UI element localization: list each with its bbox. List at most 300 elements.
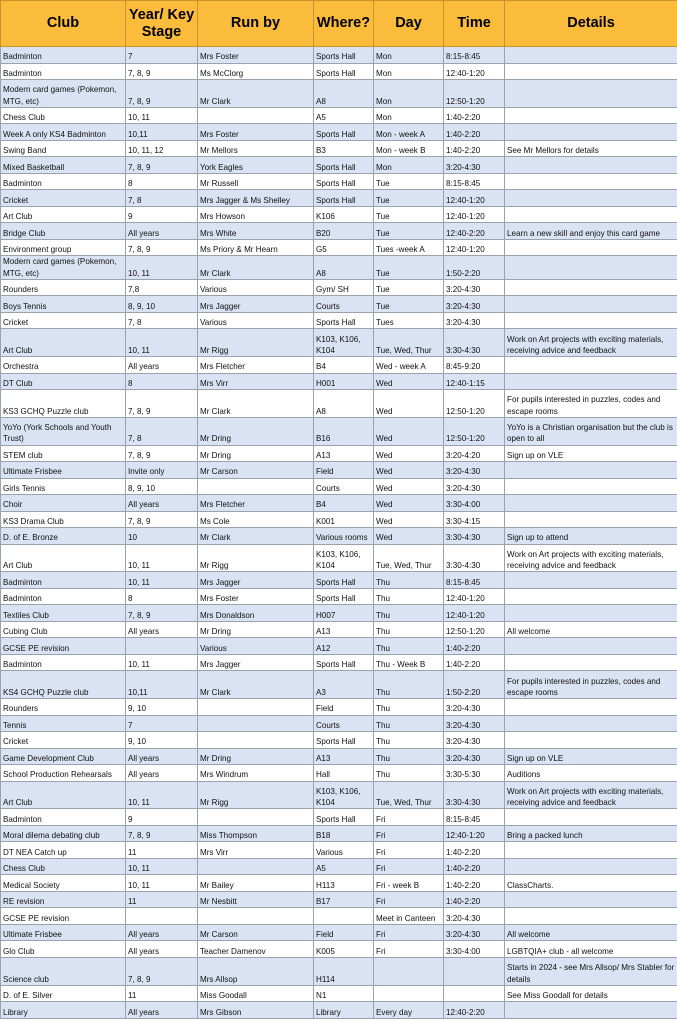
where-cell[interactable]: Hall [314, 765, 374, 782]
time-cell[interactable]: 3:20-4:30 [444, 715, 505, 732]
year-cell[interactable]: 10, 11 [126, 858, 198, 875]
day-cell[interactable]: Wed [374, 390, 444, 418]
run-by-cell[interactable]: Mr Clark [198, 671, 314, 699]
where-cell[interactable]: Field [314, 924, 374, 941]
run-by-cell[interactable] [198, 732, 314, 749]
header-day[interactable]: Day [374, 1, 444, 47]
time-cell[interactable]: 3:20-4:30 [444, 279, 505, 296]
time-cell[interactable]: 12:40-2:20 [444, 1002, 505, 1019]
where-cell[interactable]: A13 [314, 621, 374, 638]
club-cell[interactable]: Environment group [1, 239, 126, 256]
time-cell[interactable]: 3:20-4:30 [444, 462, 505, 479]
day-cell[interactable]: Thu [374, 699, 444, 716]
year-cell[interactable]: 7, 8 [126, 190, 198, 207]
run-by-cell[interactable]: Mrs Virr [198, 373, 314, 390]
club-cell[interactable]: Orchestra [1, 357, 126, 374]
where-cell[interactable]: Courts [314, 715, 374, 732]
day-cell[interactable]: Fri [374, 941, 444, 958]
where-cell[interactable]: G5 [314, 239, 374, 256]
where-cell[interactable]: Sports Hall [314, 312, 374, 329]
club-cell[interactable]: Modern card games (Pokemon, MTG, etc) [1, 256, 126, 279]
run-by-cell[interactable]: Mr Carson [198, 924, 314, 941]
club-cell[interactable]: D. of E. Bronze [1, 528, 126, 545]
header-year-key-stage[interactable] [126, 1, 198, 47]
time-cell[interactable]: 3:30-4:30 [444, 329, 505, 357]
details-cell[interactable]: Sign up on VLE [505, 748, 677, 765]
run-by-cell[interactable]: Mr Dring [198, 621, 314, 638]
details-cell[interactable] [505, 858, 677, 875]
year-cell[interactable]: 7,8 [126, 279, 198, 296]
year-cell[interactable]: 7, 8, 9 [126, 239, 198, 256]
day-cell[interactable]: Tues -week A [374, 239, 444, 256]
club-cell[interactable]: Science club [1, 957, 126, 985]
year-cell[interactable]: 7, 8, 9 [126, 825, 198, 842]
time-cell[interactable]: 3:30-4:15 [444, 511, 505, 528]
day-cell[interactable]: Mon - week A [374, 124, 444, 141]
time-cell[interactable]: 12:40-1:20 [444, 239, 505, 256]
time-cell[interactable]: 1:40-2:20 [444, 638, 505, 655]
year-cell[interactable]: 7, 8, 9 [126, 445, 198, 462]
run-by-cell[interactable]: Various [198, 279, 314, 296]
club-cell[interactable]: Moral dilema debating club [1, 825, 126, 842]
where-cell[interactable]: A13 [314, 445, 374, 462]
where-cell[interactable]: A3 [314, 671, 374, 699]
year-cell[interactable]: 7, 8, 9 [126, 80, 198, 108]
year-cell[interactable]: 9 [126, 809, 198, 826]
run-by-cell[interactable]: Mrs White [198, 223, 314, 240]
run-by-cell[interactable]: Various [198, 312, 314, 329]
run-by-cell[interactable]: Mr Clark [198, 256, 314, 279]
details-cell[interactable] [505, 654, 677, 671]
time-cell[interactable]: 12:40-1:20 [444, 190, 505, 207]
day-cell[interactable]: Thu [374, 621, 444, 638]
details-cell[interactable] [505, 588, 677, 605]
where-cell[interactable]: Courts [314, 478, 374, 495]
run-by-cell[interactable]: Mrs Fletcher [198, 357, 314, 374]
run-by-cell[interactable]: Mr Bailey [198, 875, 314, 892]
time-cell[interactable]: 12:40-1:20 [444, 63, 505, 80]
details-cell[interactable] [505, 206, 677, 223]
time-cell[interactable]: 3:20-4:30 [444, 732, 505, 749]
details-cell[interactable] [505, 495, 677, 512]
run-by-cell[interactable]: Mr Dring [198, 417, 314, 445]
club-cell[interactable]: Art Club [1, 781, 126, 809]
where-cell[interactable]: A8 [314, 390, 374, 418]
club-cell[interactable]: Tennis [1, 715, 126, 732]
year-cell[interactable]: 7 [126, 715, 198, 732]
club-cell[interactable]: Art Club [1, 544, 126, 572]
where-cell[interactable]: Sports Hall [314, 572, 374, 589]
header-run-by[interactable]: Run by [198, 1, 314, 47]
details-cell[interactable] [505, 157, 677, 174]
run-by-cell[interactable]: Mrs Donaldson [198, 605, 314, 622]
time-cell[interactable]: 12:50-1:20 [444, 417, 505, 445]
day-cell[interactable]: Mon - week B [374, 140, 444, 157]
day-cell[interactable]: Wed [374, 462, 444, 479]
run-by-cell[interactable]: Mrs Jagger [198, 654, 314, 671]
run-by-cell[interactable]: Mrs Fletcher [198, 495, 314, 512]
where-cell[interactable]: K103, K106, K104 [314, 544, 374, 572]
club-cell[interactable]: Glo Club [1, 941, 126, 958]
day-cell[interactable]: Thu [374, 765, 444, 782]
club-cell[interactable]: Badminton [1, 572, 126, 589]
time-cell[interactable]: 12:50-1:20 [444, 621, 505, 638]
day-cell[interactable] [374, 985, 444, 1002]
club-cell[interactable]: GCSE PE revision [1, 908, 126, 925]
run-by-cell[interactable]: Various [198, 638, 314, 655]
club-cell[interactable]: RE revision [1, 891, 126, 908]
details-cell[interactable]: ClassCharts. [505, 875, 677, 892]
details-cell[interactable] [505, 511, 677, 528]
details-cell[interactable]: All welcome [505, 621, 677, 638]
day-cell[interactable]: Thu [374, 748, 444, 765]
time-cell[interactable]: 3:20-4:30 [444, 908, 505, 925]
day-cell[interactable]: Thu [374, 588, 444, 605]
where-cell[interactable]: H007 [314, 605, 374, 622]
details-cell[interactable] [505, 605, 677, 622]
run-by-cell[interactable] [198, 478, 314, 495]
time-cell[interactable] [444, 957, 505, 985]
details-cell[interactable]: Auditions [505, 765, 677, 782]
day-cell[interactable]: Wed [374, 417, 444, 445]
year-cell[interactable]: 7, 8, 9 [126, 605, 198, 622]
time-cell[interactable]: 1:40-2:20 [444, 107, 505, 124]
time-cell[interactable]: 3:20-4:30 [444, 748, 505, 765]
year-cell[interactable]: 10, 11 [126, 544, 198, 572]
run-by-cell[interactable]: Mrs Foster [198, 588, 314, 605]
time-cell[interactable]: 3:30-4:30 [444, 528, 505, 545]
run-by-cell[interactable]: Mrs Foster [198, 124, 314, 141]
run-by-cell[interactable]: Mrs Jagger [198, 296, 314, 313]
run-by-cell[interactable] [198, 858, 314, 875]
time-cell[interactable]: 1:40-2:20 [444, 842, 505, 859]
year-cell[interactable]: 7 [126, 47, 198, 64]
club-cell[interactable]: Textiles Club [1, 605, 126, 622]
where-cell[interactable]: Various rooms [314, 528, 374, 545]
where-cell[interactable]: Sports Hall [314, 63, 374, 80]
run-by-cell[interactable]: Miss Thompson [198, 825, 314, 842]
where-cell[interactable]: Sports Hall [314, 47, 374, 64]
day-cell[interactable]: Every day [374, 1002, 444, 1019]
year-cell[interactable]: 7, 8, 9 [126, 63, 198, 80]
day-cell[interactable]: Wed [374, 445, 444, 462]
time-cell[interactable]: 12:40-1:20 [444, 825, 505, 842]
header-club[interactable]: Club [1, 1, 126, 47]
details-cell[interactable]: YoYo is a Christian organisation but the club is open to all [505, 417, 677, 445]
club-cell[interactable]: Badminton [1, 588, 126, 605]
time-cell[interactable]: 8:15-8:45 [444, 173, 505, 190]
details-cell[interactable] [505, 908, 677, 925]
details-cell[interactable] [505, 1002, 677, 1019]
where-cell[interactable]: Sports Hall [314, 124, 374, 141]
year-cell[interactable]: 10, 11 [126, 256, 198, 279]
run-by-cell[interactable]: Mrs Foster [198, 47, 314, 64]
time-cell[interactable]: 12:40-1:20 [444, 206, 505, 223]
year-cell[interactable]: 10, 11, 12 [126, 140, 198, 157]
details-cell[interactable]: LGBTQIA+ club - all welcome [505, 941, 677, 958]
where-cell[interactable]: Sports Hall [314, 588, 374, 605]
details-cell[interactable] [505, 699, 677, 716]
details-cell[interactable] [505, 462, 677, 479]
where-cell[interactable]: Gym/ SH [314, 279, 374, 296]
time-cell[interactable]: 8:15-8:45 [444, 809, 505, 826]
year-cell[interactable]: All years [126, 748, 198, 765]
where-cell[interactable]: Sports Hall [314, 173, 374, 190]
where-cell[interactable]: A5 [314, 107, 374, 124]
details-cell[interactable] [505, 256, 677, 279]
run-by-cell[interactable]: Mrs Gibson [198, 1002, 314, 1019]
details-cell[interactable]: Bring a packed lunch [505, 825, 677, 842]
day-cell[interactable]: Tue, Wed, Thur [374, 329, 444, 357]
details-cell[interactable]: For pupils interested in puzzles, codes and escape rooms [505, 390, 677, 418]
time-cell[interactable]: 3:30-4:00 [444, 941, 505, 958]
details-cell[interactable] [505, 715, 677, 732]
details-cell[interactable] [505, 107, 677, 124]
club-cell[interactable]: Boys Tennis [1, 296, 126, 313]
details-cell[interactable] [505, 478, 677, 495]
club-cell[interactable]: School Production Rehearsals [1, 765, 126, 782]
year-cell[interactable]: 7, 8, 9 [126, 511, 198, 528]
club-cell[interactable]: Girls Tennis [1, 478, 126, 495]
details-cell[interactable]: Sign up on VLE [505, 445, 677, 462]
day-cell[interactable]: Tue, Wed, Thur [374, 781, 444, 809]
where-cell[interactable]: H001 [314, 373, 374, 390]
details-cell[interactable]: See Miss Goodall for details [505, 985, 677, 1002]
where-cell[interactable]: N1 [314, 985, 374, 1002]
year-cell[interactable]: 11 [126, 985, 198, 1002]
header-details[interactable]: Details [505, 1, 677, 47]
day-cell[interactable]: Tues [374, 312, 444, 329]
time-cell[interactable]: 12:40-2:20 [444, 223, 505, 240]
day-cell[interactable]: Fri [374, 825, 444, 842]
club-cell[interactable]: KS4 GCHQ Puzzle club [1, 671, 126, 699]
run-by-cell[interactable] [198, 908, 314, 925]
day-cell[interactable]: Tue [374, 190, 444, 207]
year-cell[interactable] [126, 638, 198, 655]
run-by-cell[interactable]: Teacher Damenov [198, 941, 314, 958]
club-cell[interactable]: YoYo (York Schools and Youth Trust) [1, 417, 126, 445]
details-cell[interactable] [505, 638, 677, 655]
where-cell[interactable]: Field [314, 699, 374, 716]
day-cell[interactable]: Fri [374, 842, 444, 859]
header-time[interactable]: Time [444, 1, 505, 47]
year-cell[interactable]: 8 [126, 373, 198, 390]
run-by-cell[interactable]: Mr Nesbitt [198, 891, 314, 908]
day-cell[interactable]: Mon [374, 63, 444, 80]
where-cell[interactable]: H114 [314, 957, 374, 985]
day-cell[interactable]: Thu [374, 671, 444, 699]
day-cell[interactable]: Tue [374, 173, 444, 190]
run-by-cell[interactable]: Mr Rigg [198, 329, 314, 357]
where-cell[interactable]: B17 [314, 891, 374, 908]
time-cell[interactable]: 8:15-8:45 [444, 572, 505, 589]
details-cell[interactable] [505, 312, 677, 329]
where-cell[interactable]: A8 [314, 256, 374, 279]
details-cell[interactable] [505, 279, 677, 296]
day-cell[interactable]: Fri [374, 924, 444, 941]
time-cell[interactable]: 12:40-1:20 [444, 588, 505, 605]
day-cell[interactable]: Tue [374, 206, 444, 223]
year-cell[interactable]: All years [126, 941, 198, 958]
details-cell[interactable]: All welcome [505, 924, 677, 941]
year-cell[interactable]: 10, 11 [126, 781, 198, 809]
year-cell[interactable]: 9 [126, 206, 198, 223]
time-cell[interactable] [444, 985, 505, 1002]
club-cell[interactable]: Swing Band [1, 140, 126, 157]
club-cell[interactable]: Cricket [1, 732, 126, 749]
club-cell[interactable]: Chess Club [1, 858, 126, 875]
time-cell[interactable]: 3:30-4:00 [444, 495, 505, 512]
where-cell[interactable]: Sports Hall [314, 654, 374, 671]
day-cell[interactable]: Meet in Canteen [374, 908, 444, 925]
day-cell[interactable]: Tue [374, 256, 444, 279]
where-cell[interactable]: Sports Hall [314, 190, 374, 207]
where-cell[interactable]: K103, K106, K104 [314, 781, 374, 809]
year-cell[interactable]: 8, 9, 10 [126, 296, 198, 313]
details-cell[interactable] [505, 572, 677, 589]
club-cell[interactable]: Library [1, 1002, 126, 1019]
club-cell[interactable]: Badminton [1, 47, 126, 64]
details-cell[interactable] [505, 173, 677, 190]
run-by-cell[interactable]: Mrs Virr [198, 842, 314, 859]
where-cell[interactable]: Field [314, 462, 374, 479]
year-cell[interactable] [126, 908, 198, 925]
time-cell[interactable]: 12:40-1:15 [444, 373, 505, 390]
club-cell[interactable]: STEM club [1, 445, 126, 462]
time-cell[interactable]: 12:40-1:20 [444, 605, 505, 622]
year-cell[interactable]: 10,11 [126, 124, 198, 141]
day-cell[interactable]: Wed [374, 478, 444, 495]
details-cell[interactable] [505, 732, 677, 749]
where-cell[interactable]: B4 [314, 495, 374, 512]
year-cell[interactable]: 10, 11 [126, 875, 198, 892]
year-cell[interactable]: 10 [126, 528, 198, 545]
details-cell[interactable]: Work on Art projects with exciting materials, receiving advice and feedback [505, 544, 677, 572]
time-cell[interactable]: 3:20-4:30 [444, 157, 505, 174]
where-cell[interactable]: A5 [314, 858, 374, 875]
club-cell[interactable]: Ultimate Frisbee [1, 462, 126, 479]
day-cell[interactable]: Mon [374, 47, 444, 64]
time-cell[interactable]: 1:40-2:20 [444, 124, 505, 141]
where-cell[interactable]: B18 [314, 825, 374, 842]
where-cell[interactable]: Various [314, 842, 374, 859]
day-cell[interactable]: Mon [374, 157, 444, 174]
year-cell[interactable]: 10,11 [126, 671, 198, 699]
time-cell[interactable]: 1:50-2:20 [444, 256, 505, 279]
day-cell[interactable]: Wed [374, 511, 444, 528]
club-cell[interactable]: Medical Society [1, 875, 126, 892]
where-cell[interactable]: Library [314, 1002, 374, 1019]
year-cell[interactable]: 7, 8, 9 [126, 390, 198, 418]
club-cell[interactable]: DT Club [1, 373, 126, 390]
club-cell[interactable]: DT NEA Catch up [1, 842, 126, 859]
details-cell[interactable] [505, 239, 677, 256]
time-cell[interactable]: 3:20-4:30 [444, 312, 505, 329]
run-by-cell[interactable]: Mrs Jagger [198, 572, 314, 589]
day-cell[interactable]: Fri - week B [374, 875, 444, 892]
where-cell[interactable]: H113 [314, 875, 374, 892]
time-cell[interactable]: 3:20-4:30 [444, 478, 505, 495]
where-cell[interactable]: K106 [314, 206, 374, 223]
where-cell[interactable]: K103, K106, K104 [314, 329, 374, 357]
year-cell[interactable]: Invite only [126, 462, 198, 479]
run-by-cell[interactable] [198, 107, 314, 124]
details-cell[interactable] [505, 296, 677, 313]
year-cell[interactable]: 7, 8 [126, 312, 198, 329]
details-cell[interactable] [505, 373, 677, 390]
day-cell[interactable]: Thu [374, 715, 444, 732]
run-by-cell[interactable]: Mr Clark [198, 390, 314, 418]
details-cell[interactable] [505, 124, 677, 141]
time-cell[interactable]: 8:45-9:20 [444, 357, 505, 374]
run-by-cell[interactable]: Mrs Jagger & Ms Shelley [198, 190, 314, 207]
day-cell[interactable]: Wed [374, 373, 444, 390]
year-cell[interactable]: All years [126, 223, 198, 240]
where-cell[interactable]: B16 [314, 417, 374, 445]
year-cell[interactable]: 11 [126, 891, 198, 908]
day-cell[interactable]: Thu [374, 572, 444, 589]
details-cell[interactable] [505, 63, 677, 80]
where-cell[interactable]: K001 [314, 511, 374, 528]
club-cell[interactable]: Badminton [1, 173, 126, 190]
where-cell[interactable]: Sports Hall [314, 157, 374, 174]
year-cell[interactable]: 9, 10 [126, 732, 198, 749]
details-cell[interactable]: For pupils interested in puzzles, codes and escape rooms [505, 671, 677, 699]
details-cell[interactable] [505, 357, 677, 374]
time-cell[interactable]: 3:20-4:30 [444, 699, 505, 716]
year-cell[interactable]: 7, 8, 9 [126, 957, 198, 985]
day-cell[interactable]: Wed - week A [374, 357, 444, 374]
club-cell[interactable]: Rounders [1, 699, 126, 716]
run-by-cell[interactable]: Mrs Howson [198, 206, 314, 223]
club-cell[interactable]: Badminton [1, 809, 126, 826]
club-cell[interactable]: KS3 Drama Club [1, 511, 126, 528]
year-cell[interactable]: 7, 8, 9 [126, 157, 198, 174]
club-cell[interactable]: Week A only KS4 Badminton [1, 124, 126, 141]
club-cell[interactable]: Bridge Club [1, 223, 126, 240]
details-cell[interactable] [505, 809, 677, 826]
year-cell[interactable]: 9, 10 [126, 699, 198, 716]
day-cell[interactable]: Thu [374, 638, 444, 655]
day-cell[interactable]: Fri [374, 858, 444, 875]
details-cell[interactable] [505, 80, 677, 108]
where-cell[interactable]: B3 [314, 140, 374, 157]
run-by-cell[interactable]: Mr Russell [198, 173, 314, 190]
run-by-cell[interactable]: Mrs Allsop [198, 957, 314, 985]
year-cell[interactable]: 11 [126, 842, 198, 859]
year-cell[interactable]: All years [126, 621, 198, 638]
year-cell[interactable]: All years [126, 357, 198, 374]
time-cell[interactable]: 12:50-1:20 [444, 80, 505, 108]
club-cell[interactable]: Choir [1, 495, 126, 512]
year-cell[interactable]: All years [126, 765, 198, 782]
year-cell[interactable]: 10, 11 [126, 329, 198, 357]
details-cell[interactable]: Work on Art projects with exciting materials, receiving advice and feedback [505, 781, 677, 809]
year-cell[interactable]: 10, 11 [126, 654, 198, 671]
year-cell[interactable]: 10, 11 [126, 572, 198, 589]
details-cell[interactable]: See Mr Mellors for details [505, 140, 677, 157]
details-cell[interactable] [505, 842, 677, 859]
club-cell[interactable]: Cricket [1, 190, 126, 207]
run-by-cell[interactable]: Mr Mellors [198, 140, 314, 157]
run-by-cell[interactable] [198, 715, 314, 732]
year-cell[interactable]: 7, 8 [126, 417, 198, 445]
details-cell[interactable] [505, 891, 677, 908]
club-cell[interactable]: Cubing Club [1, 621, 126, 638]
run-by-cell[interactable]: Mrs Windrum [198, 765, 314, 782]
where-cell[interactable]: Courts [314, 296, 374, 313]
club-cell[interactable]: D. of E. Silver [1, 985, 126, 1002]
